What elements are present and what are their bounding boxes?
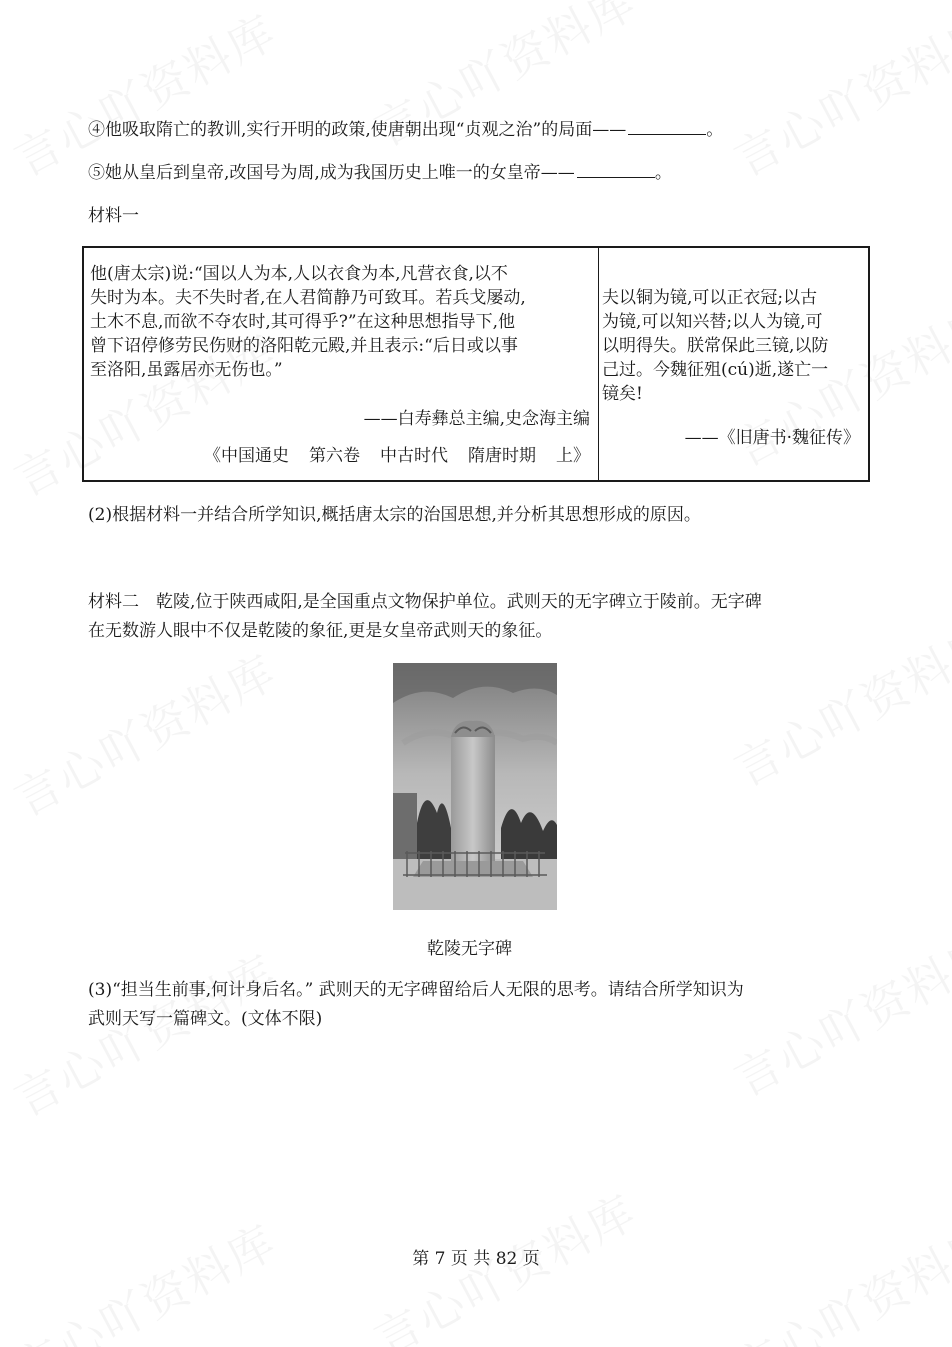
quote-line: 土木不息,而欲不夺农时,其可得乎?”在这种思想指导下,他: [90, 312, 516, 332]
material1-left-cell: [84, 248, 599, 480]
watermark-text: [1, 936, 286, 1129]
watermark-text: [721, 0, 952, 190]
book-title-part: 隋唐时期: [468, 446, 536, 466]
book-title-part: 上》: [556, 446, 590, 466]
material1-right-cell: [599, 248, 868, 480]
material1-label: 材料一: [88, 206, 139, 226]
watermark-text: [721, 606, 952, 799]
watermark-text: [1, 1206, 286, 1347]
quote-line: 曾下诏停修劳民伤财的洛阳乾元殿,并且表示:“后日或以事: [90, 336, 518, 356]
material1-left-source-book: [204, 441, 590, 466]
period: 。: [654, 163, 672, 183]
qianling-stele-photo: [393, 663, 557, 910]
answer-blank[interactable]: [628, 118, 706, 135]
material1-right-quote: [602, 286, 860, 406]
book-title-part: 中古时代: [380, 446, 448, 466]
question-5-text: ⑤她从皇后到皇帝,改国号为周,成为我国历史上唯一的女皇帝——: [88, 163, 575, 183]
quote-line: 他(唐太宗)说:“国以人为本,人以衣食为本,凡营衣食,以不: [90, 264, 508, 284]
material2-line-1: 材料二 乾陵,位于陕西咸阳,是全国重点文物保护单位。武则天的无字碑立于陵前。无字碑: [88, 592, 762, 612]
quote-line: 至洛阳,虽露居亦无伤也。”: [90, 360, 283, 380]
material1-left-quote: [90, 262, 590, 382]
watermark-text: [721, 1206, 952, 1347]
photo-caption: 乾陵无字碑: [427, 939, 512, 959]
material1-left-source-editors: ——白寿彝总主编,史念海主编: [363, 409, 590, 429]
material1-table: [82, 246, 870, 482]
question-5: [88, 161, 672, 185]
question-2: (2)根据材料一并结合所学知识,概括唐太宗的治国思想,并分析其思想形成的原因。: [88, 505, 701, 525]
question-4: [88, 118, 723, 142]
quote-line: 己过。今魏征殂(cú)逝,遂亡一: [602, 360, 829, 380]
material1-right-source: ——《旧唐书·魏征传》: [684, 428, 860, 448]
period: 。: [706, 120, 724, 140]
question-3-line-2: 武则天写一篇碑文。(文体不限): [88, 1009, 323, 1029]
question-4-text: ④他吸取隋亡的教训,实行开明的政策,使唐朝出现“贞观之治”的局面——: [88, 120, 627, 140]
book-title-part: 第六卷: [309, 446, 360, 466]
page-footer: 第 7 页 共 82 页: [412, 1249, 540, 1269]
material2-line-2: 在无数游人眼中不仅是乾陵的象征,更是女皇帝武则天的象征。: [88, 621, 553, 641]
quote-line: 失时为本。夫不失时者,在人君简静乃可致耳。若兵戈屡动,: [90, 288, 526, 308]
question-3-line-1: (3)“担当生前事,何计身后名。” 武则天的无字碑留给后人无限的思考。请结合所学知识为: [88, 980, 744, 1000]
quote-line: 镜矣!: [602, 384, 643, 404]
answer-blank[interactable]: [577, 161, 655, 178]
quote-line: 夫以铜为镜,可以正衣冠;以古: [602, 288, 818, 308]
quote-line: 以明得失。朕常保此三镜,以防: [602, 336, 829, 356]
watermark-text: [1, 636, 286, 829]
watermark-text: [721, 916, 952, 1109]
book-title-part: 《中国通史: [204, 446, 289, 466]
quote-line: 为镜,可以知兴替;以人为镜,可: [602, 312, 823, 332]
